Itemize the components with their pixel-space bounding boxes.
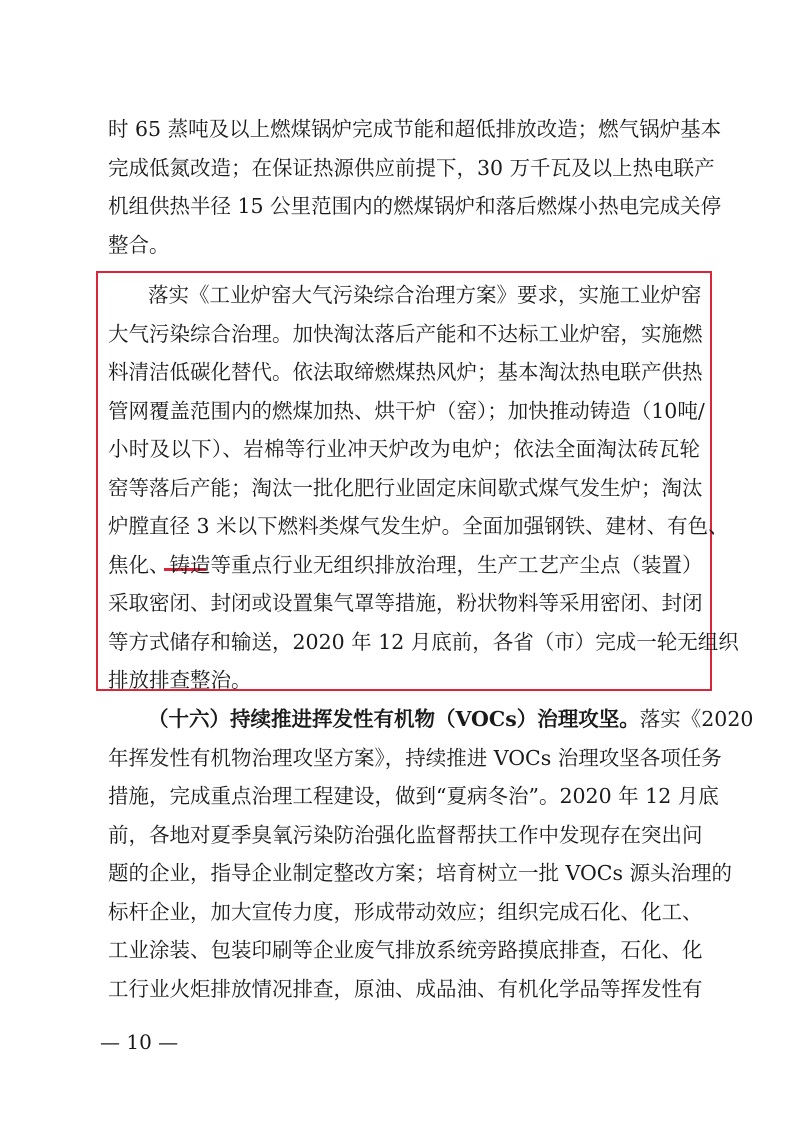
text-line: 焦化、铸造等重点行业无组织排放治理，生产工艺产尘点（装置）	[108, 552, 703, 577]
text-line: 工业涂装、包装印刷等企业废气排放系统旁路摸底排查，石化、化	[108, 938, 703, 962]
text-line: 排放排查整治。	[108, 668, 252, 692]
text-line: 大气污染综合治理。加快淘汰落后产能和不达标工业炉窑，实施燃	[108, 321, 703, 346]
page-number: — 10 —	[100, 1030, 179, 1054]
text-line: 采取密闭、封闭或设置集气罩等措施，粉状物料等采用密闭、封闭	[108, 591, 703, 615]
section-heading: （十六）持续推进挥发性有机物（VOCs）治理攻坚。	[148, 707, 640, 731]
text-line: 时 65 蒸吨及以上燃煤锅炉完成节能和超低排放改造；燃气锅炉基本	[108, 117, 722, 141]
text-line: 措施，完成重点治理工程建设，做到“夏病冬治”。2020 年 12 月底	[108, 784, 719, 808]
text-line: 料清洁低碳化替代。依法取缔燃煤热风炉；基本淘汰热电联产供热	[108, 360, 703, 384]
text-line: 题的企业，指导企业制定整改方案；培育树立一批 VOCs 源头治理的	[108, 861, 732, 885]
text-line: 落实《工业炉窑大气污染综合治理方案》要求，实施工业炉窑	[148, 283, 702, 307]
text-line: 小时及以下）、岩棉等行业冲天炉改为电炉；依法全面淘汰砖瓦轮	[108, 437, 700, 461]
text-line: 工行业火炬排放情况排查，原油、成品油、有机化学品等挥发性有	[108, 976, 703, 1001]
text-line: 年挥发性有机物治理攻坚方案》，持续推进 VOCs 治理攻坚各项任务	[108, 745, 722, 770]
text-line: 等方式储存和输送，2020 年 12 月底前，各省（市）完成一轮无组织	[108, 629, 739, 654]
paragraph-vocs	[108, 700, 754, 1008]
text-line: 管网覆盖范围内的燃煤加热、烘干炉（窑）；加快推动铸造（10吨/	[108, 398, 705, 423]
text-line: 标杆企业，加大宣传力度，形成带动效应；组织完成石化、化工、	[108, 899, 703, 924]
text-line: 窑等落后产能；淘汰一批化肥行业固定床间歇式煤气发生炉；淘汰	[108, 475, 703, 500]
text-line: 整合。	[108, 232, 170, 257]
text-line: 前，各地对夏季臭氧污染防治强化监督帮扶工作中发现存在突出问	[108, 822, 703, 847]
text-line: 炉膛直径 3 米以下燃料类煤气发生炉。全面加强钢铁、建材、有色、	[108, 514, 729, 538]
text-line-heading	[108, 700, 754, 739]
text-line: 完成低氮改造；在保证热源供应前提下，30 万千瓦及以上热电联产	[108, 155, 715, 180]
text-line: 机组供热半径 15 公里范围内的燃煤锅炉和落后燃煤小热电完成关停	[108, 194, 722, 218]
paragraph-industrial-kilns	[108, 276, 739, 700]
text-fragment: 落实《2020	[639, 707, 754, 731]
paragraph-continuation	[108, 110, 722, 264]
